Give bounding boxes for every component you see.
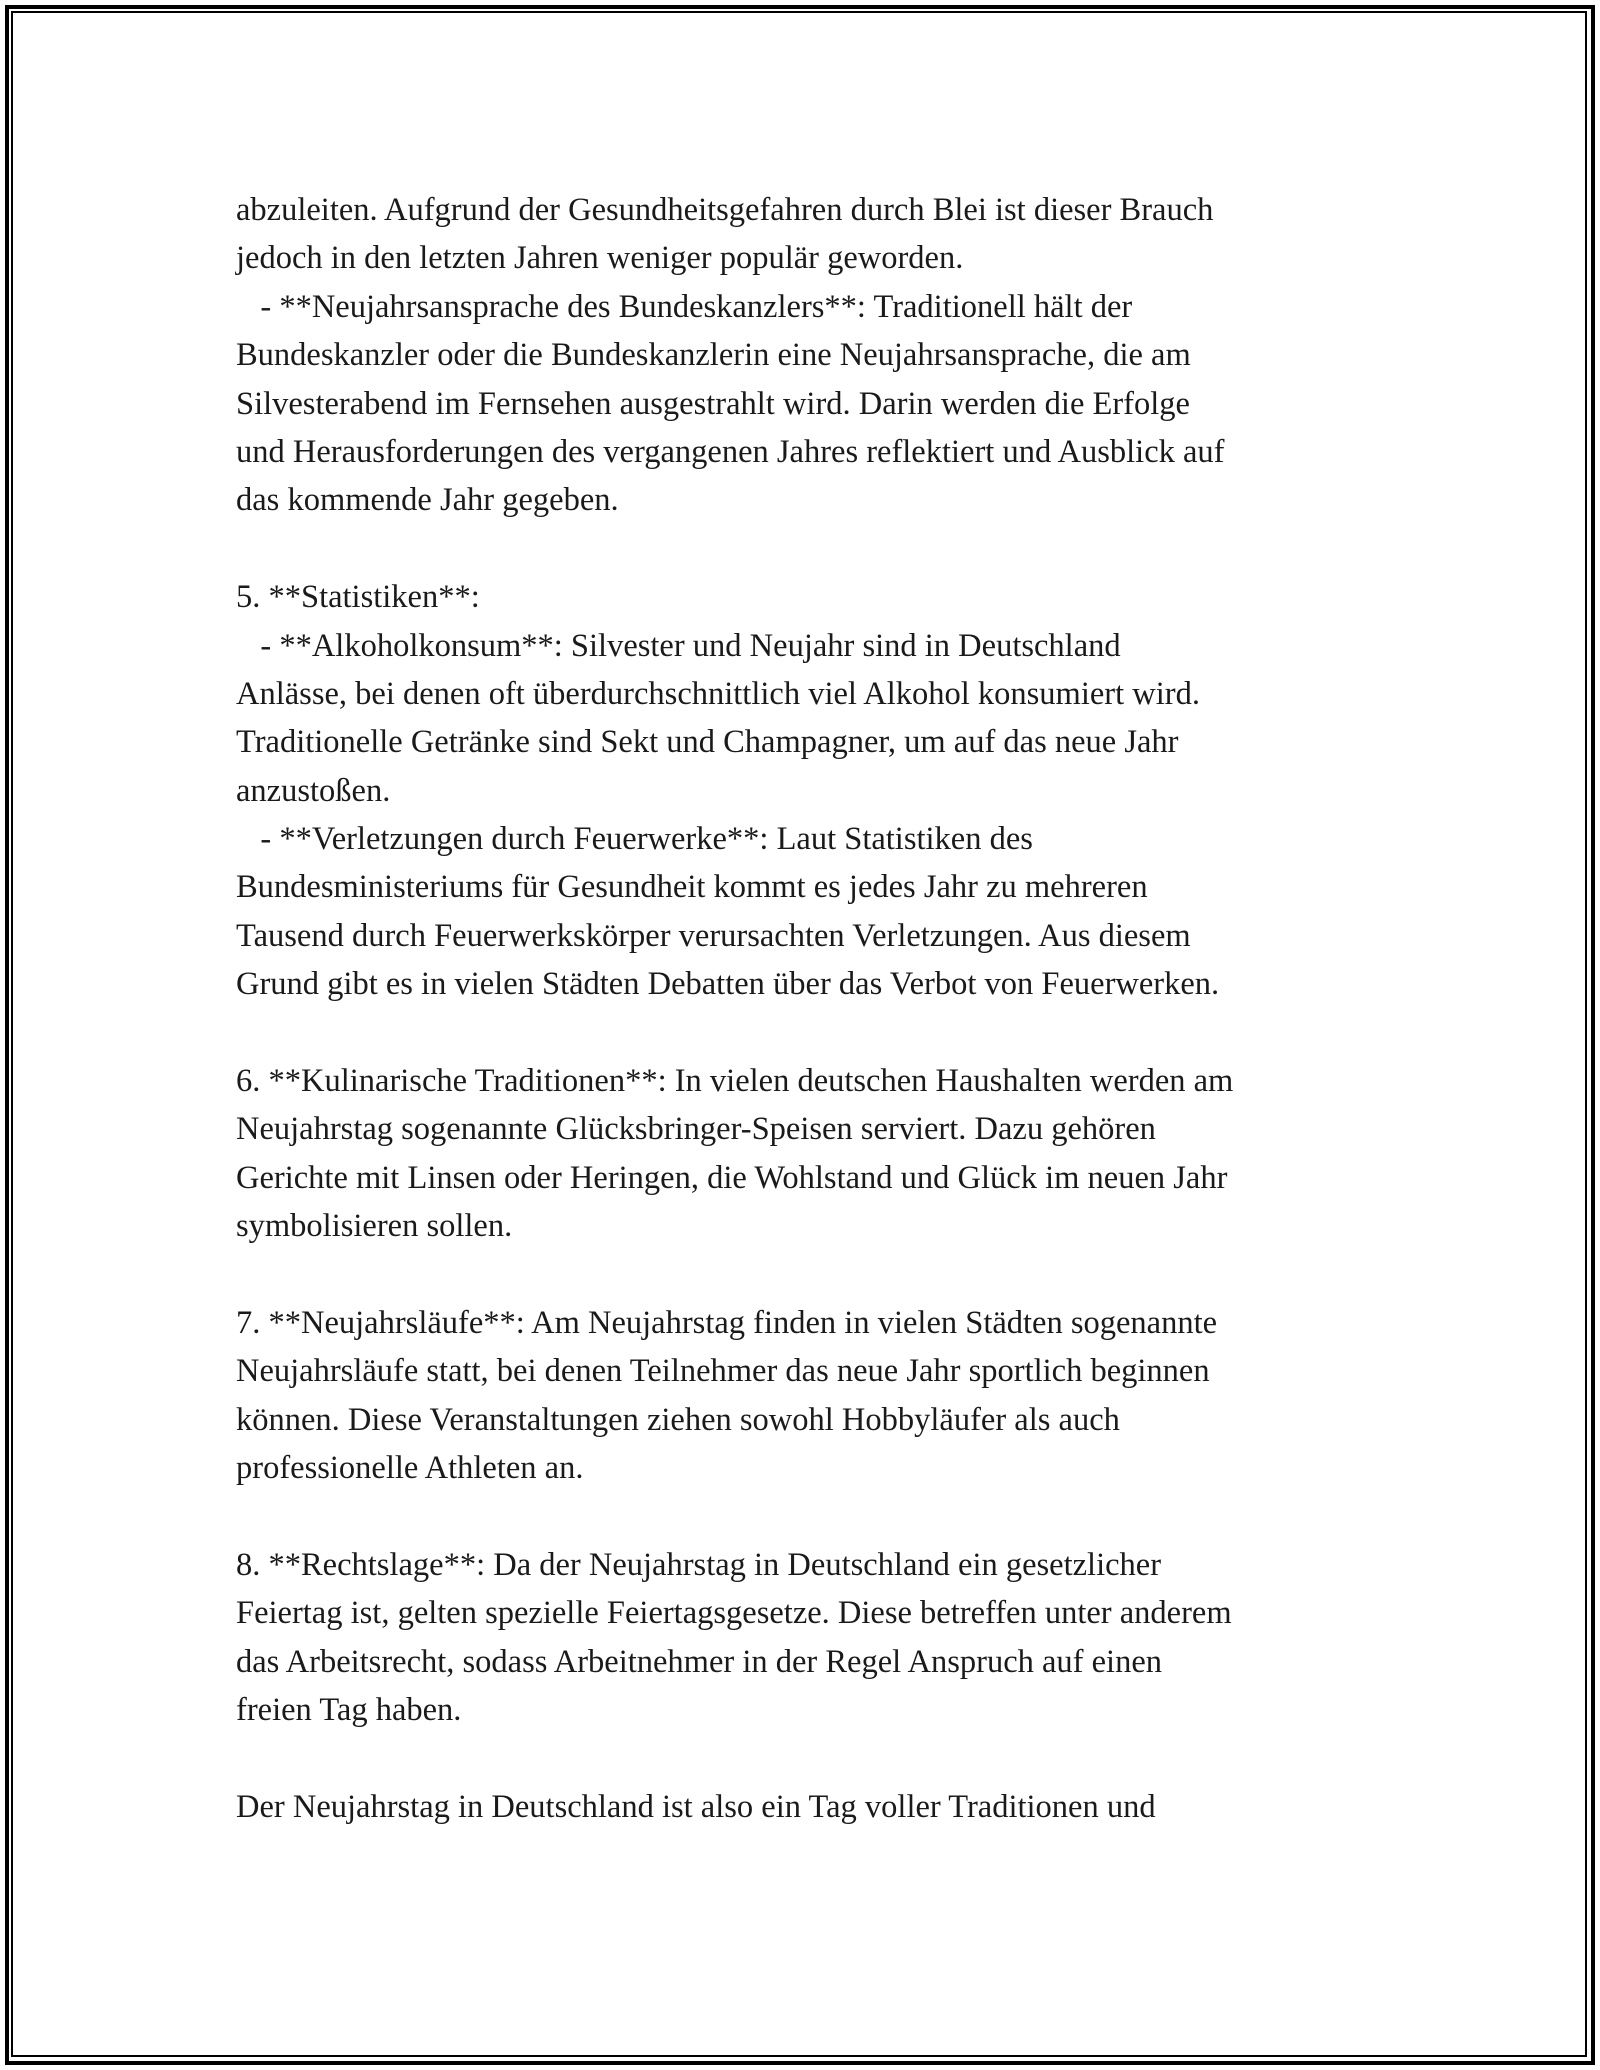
section-heading-new-year-runs: 7. **Neujahrsläufe**: Am Neujahrstag finden in vielen Städten sogenannte (236, 1304, 1218, 1341)
section-heading-legal: 8. **Rechtslage**: Da der Neujahrstag in Deutschland ein gesetzlicher (236, 1546, 1162, 1583)
text-line: Neujahrstag sogenannte Glücksbringer-Speisen serviert. Dazu gehören (236, 1111, 1156, 1148)
section-heading-statistics: 5. **Statistiken**: (236, 579, 480, 616)
text-line: abzuleiten. Aufgrund der Gesundheitsgefahren durch Blei ist dieser Brauch (236, 192, 1214, 228)
text-line: Neujahrsläufe statt, bei denen Teilnehmer das neue Jahr sportlich beginnen (236, 1353, 1210, 1390)
text-line: - **Neujahrsansprache des Bundeskanzlers**: Traditionell hält der (236, 288, 1133, 325)
paragraph-gap (236, 1735, 1436, 1783)
text-line: können. Diese Veranstaltungen ziehen sowohl Hobbyläufer als auch (236, 1401, 1120, 1438)
text-line: Traditionelle Getränke sind Sekt und Champagner, um auf das neue Jahr (236, 724, 1179, 761)
text-line: Tausend durch Feuerwerkskörper verursachten Verletzungen. Aus diesem (236, 917, 1191, 954)
text-line: anzustoßen. (236, 772, 391, 809)
text-line: - **Verletzungen durch Feuerwerke**: Laut Statistiken des (236, 821, 1033, 858)
text-line: Feiertag ist, gelten spezielle Feiertagsgesetze. Diese betreffen unter anderem (236, 1595, 1232, 1632)
text-line: symbolisieren sollen. (236, 1208, 513, 1245)
section-heading-culinary: 6. **Kulinarische Traditionen**: In vielen deutschen Haushalten werden am (236, 1063, 1234, 1100)
text-line: - **Alkoholkonsum**: Silvester und Neujahr sind in Deutschland (236, 627, 1121, 664)
text-line: das Arbeitsrecht, sodass Arbeitnehmer in der Regel Anspruch auf einen (236, 1643, 1162, 1680)
text-line: freien Tag haben. (236, 1692, 462, 1729)
text-line: Silvesterabend im Fernsehen ausgestrahlt wird. Darin werden die Erfolge (236, 385, 1190, 422)
text-line: das kommende Jahr gegeben. (236, 482, 619, 519)
text-line: professionelle Athleten an. (236, 1450, 584, 1487)
paragraph-gap (236, 1009, 1436, 1057)
paragraph-gap (236, 1493, 1436, 1541)
text-line: Gerichte mit Linsen oder Heringen, die Wohlstand und Glück im neuen Jahr (236, 1159, 1228, 1196)
text-line: und Herausforderungen des vergangenen Jahres reflektiert und Ausblick auf (236, 433, 1225, 470)
paragraph-gap (236, 525, 1436, 573)
text-line: Grund gibt es in vielen Städten Debatten über das Verbot von Feuerwerken. (236, 966, 1220, 1003)
paragraph-gap (236, 1251, 1436, 1299)
text-line: Bundeskanzler oder die Bundeskanzlerin eine Neujahrsansprache, die am (236, 337, 1191, 374)
text-line: jedoch in den letzten Jahren weniger populär geworden. (236, 240, 964, 277)
document-body (236, 186, 1436, 1831)
text-line: Der Neujahrstag in Deutschland ist also ein Tag voller Traditionen und (236, 1788, 1156, 1825)
text-line: Bundesministeriums für Gesundheit kommt es jedes Jahr zu mehreren (236, 869, 1148, 906)
text-line: Anlässe, bei denen oft überdurchschnittlich viel Alkohol konsumiert wird. (236, 675, 1200, 712)
